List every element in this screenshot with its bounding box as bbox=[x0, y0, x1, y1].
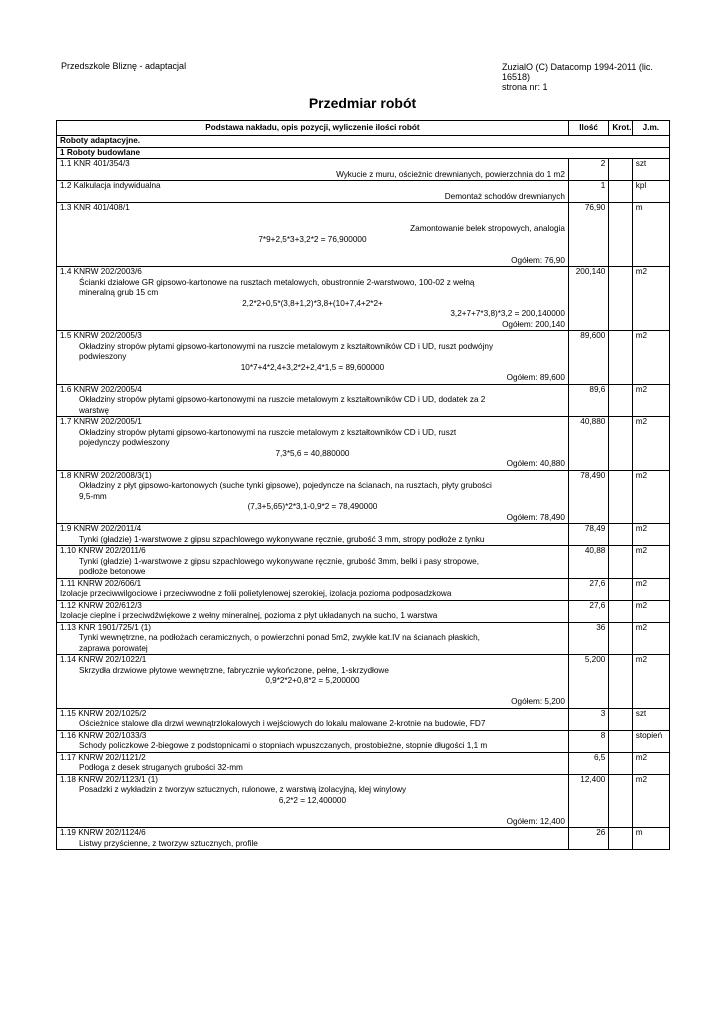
item-unit: m bbox=[632, 828, 669, 850]
item-text-line: Ogółem: 89,600 bbox=[506, 373, 565, 382]
item-multiplier bbox=[609, 730, 632, 752]
item-text-line: Wykucie z muru, ościeżnic drewnianych, powierzchnia do 1 m2 bbox=[336, 169, 565, 179]
item-text-line: Okładziny stropów płytami gipsowo-kartonowymi na ruszcie metalowym z kształtowników CD i UD, dodatek za 2 bbox=[79, 395, 486, 404]
item-code: 1.3 KNR 401/408/1 bbox=[60, 203, 130, 212]
item-multiplier bbox=[609, 331, 632, 385]
item-text-line bbox=[60, 214, 565, 225]
item-unit: m2 bbox=[632, 600, 669, 622]
item-description-cell bbox=[57, 708, 569, 730]
item-description-cell bbox=[57, 417, 569, 471]
header-right-line: strona nr: 1 bbox=[502, 82, 548, 92]
item-text-line: 9,5-mm bbox=[79, 491, 107, 501]
item-multiplier bbox=[609, 655, 632, 709]
table-row bbox=[57, 655, 670, 709]
item-text-line: Tynki (gładzie) 1-warstwowe z gipsu szpachlowego wykonywane ręcznie, grubość 3 mm, stropy podłoże z tynku bbox=[79, 534, 485, 544]
item-multiplier bbox=[609, 546, 632, 579]
item-multiplier bbox=[609, 267, 632, 331]
section-title: Roboty adaptacyjne. bbox=[57, 136, 670, 148]
item-text-line: Ogółem: 200,140 bbox=[502, 319, 565, 329]
item-quantity: 40,88 bbox=[568, 546, 608, 579]
item-quantity: 5,200 bbox=[568, 655, 608, 709]
item-quantity: 89,6 bbox=[568, 384, 608, 417]
item-text-line: 10*7+4*2,4+3,2*2+2,4*1,5 = 89,600000 bbox=[240, 362, 385, 372]
item-text-line: Ogółem: 5,200 bbox=[511, 697, 565, 706]
item-multiplier bbox=[609, 524, 632, 546]
item-code: 1.18 KNRW 202/1123/1 (1) bbox=[60, 774, 159, 784]
item-text-line: Demontaż schodów drewnianych bbox=[444, 191, 565, 201]
item-text-line: 7,3*5,6 = 40,880000 bbox=[275, 448, 350, 458]
item-code: 1.6 KNRW 202/2005/4 bbox=[60, 384, 142, 394]
column-header-unit: J.m. bbox=[632, 121, 669, 136]
item-text-line: Okładziny z płyt gipsowo-kartonowych (suche tynki gipsowe), pojedyncze na ścianach, na rusztach, płyty grubości bbox=[79, 481, 492, 490]
table-row bbox=[57, 267, 670, 331]
item-code: 1.19 KNRW 202/1124/6 bbox=[60, 828, 146, 837]
item-multiplier bbox=[609, 384, 632, 417]
table-row bbox=[57, 159, 670, 181]
table-row bbox=[57, 578, 670, 600]
item-description-cell bbox=[57, 384, 569, 417]
item-text-line: 0,9*2*2+0,8*2 = 5,200000 bbox=[265, 676, 360, 685]
item-quantity: 8 bbox=[568, 730, 608, 752]
item-multiplier bbox=[609, 774, 632, 828]
item-multiplier bbox=[609, 417, 632, 471]
item-unit: m2 bbox=[632, 578, 669, 600]
item-text-line: 6,2*2 = 12,400000 bbox=[278, 795, 347, 805]
item-quantity: 76,90 bbox=[568, 203, 608, 267]
item-code: 1.11 KNRW 202/606/1 bbox=[60, 578, 142, 588]
item-description-cell bbox=[57, 546, 569, 579]
item-text-line: Posadzki z wykładzin z tworzyw sztucznych, rulonowe, z warstwą izolacyjną, klej winylowy bbox=[79, 785, 407, 794]
item-multiplier bbox=[609, 828, 632, 850]
item-unit: szt bbox=[632, 159, 669, 181]
table-row bbox=[57, 384, 670, 417]
item-text-line: Schody policzkowe 2-biegowe z podstopnicami o stopniach wpuszczanych, prostobieżne, stopnie długości 1,1 m bbox=[79, 741, 488, 750]
item-description-cell bbox=[57, 622, 569, 655]
item-text-line: Skrzydła drzwiowe płytowe wewnętrzne, fabrycznie wykończone, pełne, 1-skrzydłowe bbox=[79, 665, 389, 675]
item-unit: m2 bbox=[632, 417, 669, 471]
page-title: Przedmiar robót bbox=[308, 95, 417, 111]
item-description-cell bbox=[57, 752, 569, 774]
item-quantity: 27,6 bbox=[568, 600, 608, 622]
item-text-line: Ogółem: 78,490 bbox=[506, 512, 565, 522]
item-code: 1.15 KNRW 202/1025/2 bbox=[60, 708, 147, 718]
item-quantity: 36 bbox=[568, 622, 608, 655]
item-quantity: 40,880 bbox=[568, 417, 608, 471]
item-multiplier bbox=[609, 203, 632, 267]
item-code: 1.10 KNRW 202/2011/6 bbox=[60, 546, 146, 555]
table-row bbox=[57, 774, 670, 828]
item-quantity: 26 bbox=[568, 828, 608, 850]
document-header-left: Przedszkole Bliznę - adaptacjal bbox=[61, 61, 187, 71]
item-quantity: 6,5 bbox=[568, 752, 608, 774]
item-text-line: zaprawa porowatej bbox=[79, 643, 148, 653]
item-unit: kpl bbox=[632, 181, 669, 203]
table-row bbox=[57, 470, 670, 524]
item-unit: m2 bbox=[632, 546, 669, 579]
item-text-line: pojedynczy podwieszony bbox=[79, 438, 170, 447]
item-text-line: 2,2*2+0,5*(3,8+1,2)*3,8+(10+7,4+2*2+ bbox=[242, 298, 383, 308]
item-text-line: Ościeżnice stalowe dla drzwi wewnątrzlokalowych i wejściowych do lokalu malowane 2-krotnie na budowie, FD7 bbox=[79, 719, 486, 728]
item-unit: m2 bbox=[632, 752, 669, 774]
table-row bbox=[57, 752, 670, 774]
table-row bbox=[57, 546, 670, 579]
item-description-cell bbox=[57, 578, 569, 600]
item-code: 1.7 KNRW 202/2005/1 bbox=[60, 417, 142, 426]
item-unit: m bbox=[632, 203, 669, 267]
table-header-row bbox=[57, 121, 670, 136]
item-text-line: Okładziny stropów płytami gipsowo-kartonowymi na ruszcie metalowym z kształtowników CD i UD, ruszt podwójny bbox=[79, 341, 494, 351]
table-row bbox=[57, 181, 670, 203]
table-row bbox=[57, 708, 670, 730]
item-text-line: Izolacje przeciwwilgociowe i przeciwwodne z folii polietylenowej szerokiej, izolacja pozioma podposadzkowa bbox=[60, 589, 452, 598]
item-description-cell bbox=[57, 181, 569, 203]
item-text-line: Ogółem: 76,90 bbox=[511, 255, 565, 265]
header-right-line: ZuzialO (C) Datacomp 1994-2011 (lic. bbox=[502, 62, 653, 72]
section-row bbox=[57, 147, 670, 159]
item-multiplier bbox=[609, 578, 632, 600]
column-header-multiplier: Krot. bbox=[609, 121, 632, 136]
item-unit: szt bbox=[632, 708, 669, 730]
item-multiplier bbox=[609, 470, 632, 524]
item-unit: m2 bbox=[632, 267, 669, 331]
item-code: 1.12 KNRW 202/612/3 bbox=[60, 600, 142, 610]
table-row bbox=[57, 417, 670, 471]
item-multiplier bbox=[609, 600, 632, 622]
item-code: 1.2 Kalkulacja indywidualna bbox=[60, 181, 161, 190]
item-description-cell bbox=[57, 600, 569, 622]
table-row bbox=[57, 203, 670, 267]
item-text-line bbox=[60, 687, 565, 698]
item-code: 1.9 KNRW 202/2011/4 bbox=[60, 524, 142, 533]
item-unit: m2 bbox=[632, 470, 669, 524]
item-text-line bbox=[60, 245, 565, 256]
item-text-line: Ogółem: 12,400 bbox=[506, 816, 565, 826]
item-quantity: 1 bbox=[568, 181, 608, 203]
document-header-right bbox=[502, 62, 672, 92]
item-unit: m2 bbox=[632, 524, 669, 546]
item-multiplier bbox=[609, 708, 632, 730]
item-description-cell bbox=[57, 203, 569, 267]
item-quantity: 3 bbox=[568, 708, 608, 730]
item-multiplier bbox=[609, 159, 632, 181]
item-description-cell bbox=[57, 159, 569, 181]
item-code: 1.17 KNRW 202/1121/2 bbox=[60, 752, 146, 762]
item-text-line: Ścianki działowe GR gipsowo-kartonowe na rusztach metalowych, obustronnie 2-warstwowo, 100-02 z wełną bbox=[79, 277, 475, 287]
item-text-line: Tynki (gładzie) 1-warstwowe z gipsu szpachlowego wykonywane ręcznie, grubość 3mm, belki i pasy stropowe, bbox=[79, 556, 479, 566]
column-header-description: Podstawa nakładu, opis pozycji, wyliczenie ilości robót bbox=[57, 121, 569, 136]
item-text-line: 3,2+7+7*3,8)*3,2 = 200,140000 bbox=[450, 309, 565, 318]
item-description-cell bbox=[57, 774, 569, 828]
table-row bbox=[57, 828, 670, 850]
item-quantity: 78,49 bbox=[568, 524, 608, 546]
item-text-line: podłoże betonowe bbox=[79, 567, 146, 576]
header-right-line: 16518) bbox=[502, 72, 531, 82]
item-quantity: 89,600 bbox=[568, 331, 608, 385]
table-row bbox=[57, 730, 670, 752]
item-text-line: Izolacje cieplne i przeciwdźwiękowe z wełny mineralnej, pozioma z płyt układanych na sucho, 1 warstwa bbox=[60, 611, 438, 620]
item-quantity: 27,6 bbox=[568, 578, 608, 600]
item-text-line: Podłoga z desek struganych grubości 32-mm bbox=[79, 763, 243, 772]
item-description-cell bbox=[57, 655, 569, 709]
table-row bbox=[57, 331, 670, 385]
item-description-cell bbox=[57, 267, 569, 331]
item-text-line: Tynki wewnętrzne, na podłożach ceramicznych, o powierzchni ponad 5m2, zwykłe kat.IV na ścianach płaskich, bbox=[79, 633, 480, 642]
item-unit: m2 bbox=[632, 622, 669, 655]
item-unit: m2 bbox=[632, 655, 669, 709]
table-row bbox=[57, 622, 670, 655]
section-row bbox=[57, 136, 670, 148]
item-quantity: 78,490 bbox=[568, 470, 608, 524]
item-code: 1.1 KNR 401/354/3 bbox=[60, 159, 130, 168]
table-row bbox=[57, 524, 670, 546]
item-text-line: 7*9+2,5*3+3,2*2 = 76,900000 bbox=[258, 234, 367, 244]
item-text-line: Zamontowanie belek stropowych, analogia bbox=[410, 224, 565, 233]
item-code: 1.5 KNRW 202/2005/3 bbox=[60, 331, 142, 340]
item-code: 1.4 KNRW 202/2003/6 bbox=[60, 267, 142, 276]
item-description-cell bbox=[57, 470, 569, 524]
section-title: 1 Roboty budowlane bbox=[57, 147, 670, 159]
item-quantity: 12,400 bbox=[568, 774, 608, 828]
bill-of-quantities-table bbox=[56, 120, 670, 850]
item-multiplier bbox=[609, 181, 632, 203]
item-description-cell bbox=[57, 331, 569, 385]
item-text-line bbox=[60, 806, 565, 817]
item-unit: m2 bbox=[632, 774, 669, 828]
item-quantity: 2 bbox=[568, 159, 608, 181]
item-text-line: Ogółem: 40,880 bbox=[506, 459, 565, 468]
item-multiplier bbox=[609, 752, 632, 774]
item-code: 1.8 KNRW 202/2008/3(1) bbox=[60, 470, 152, 480]
item-unit: stopień bbox=[632, 730, 669, 752]
item-unit: m2 bbox=[632, 384, 669, 417]
item-text-line: podwieszony bbox=[79, 352, 127, 361]
item-code: 1.16 KNRW 202/1033/3 bbox=[60, 730, 147, 740]
item-code: 1.13 KNR 1901/725/1 (1) bbox=[60, 622, 152, 632]
item-description-cell bbox=[57, 730, 569, 752]
item-text-line: Listwy przyścienne, z tworzyw sztucznych, profile bbox=[79, 838, 258, 848]
item-code: 1.14 KNRW 202/1022/1 bbox=[60, 655, 147, 664]
column-header-quantity: Ilość bbox=[568, 121, 608, 136]
item-text-line: mineralną grub 15 cm bbox=[79, 288, 159, 297]
item-multiplier bbox=[609, 622, 632, 655]
table-row bbox=[57, 600, 670, 622]
item-unit: m2 bbox=[632, 331, 669, 385]
item-text-line: (7,3+5,65)*2*3,1-0,9*2 = 78,490000 bbox=[247, 502, 378, 511]
item-description-cell bbox=[57, 524, 569, 546]
item-text-line: warstwę bbox=[79, 405, 110, 415]
item-text-line: Okładziny stropów płytami gipsowo-kartonowymi na ruszcie metalowym z kształtowników CD i UD, ruszt bbox=[79, 427, 457, 437]
item-description-cell bbox=[57, 828, 569, 850]
item-quantity: 200,140 bbox=[568, 267, 608, 331]
